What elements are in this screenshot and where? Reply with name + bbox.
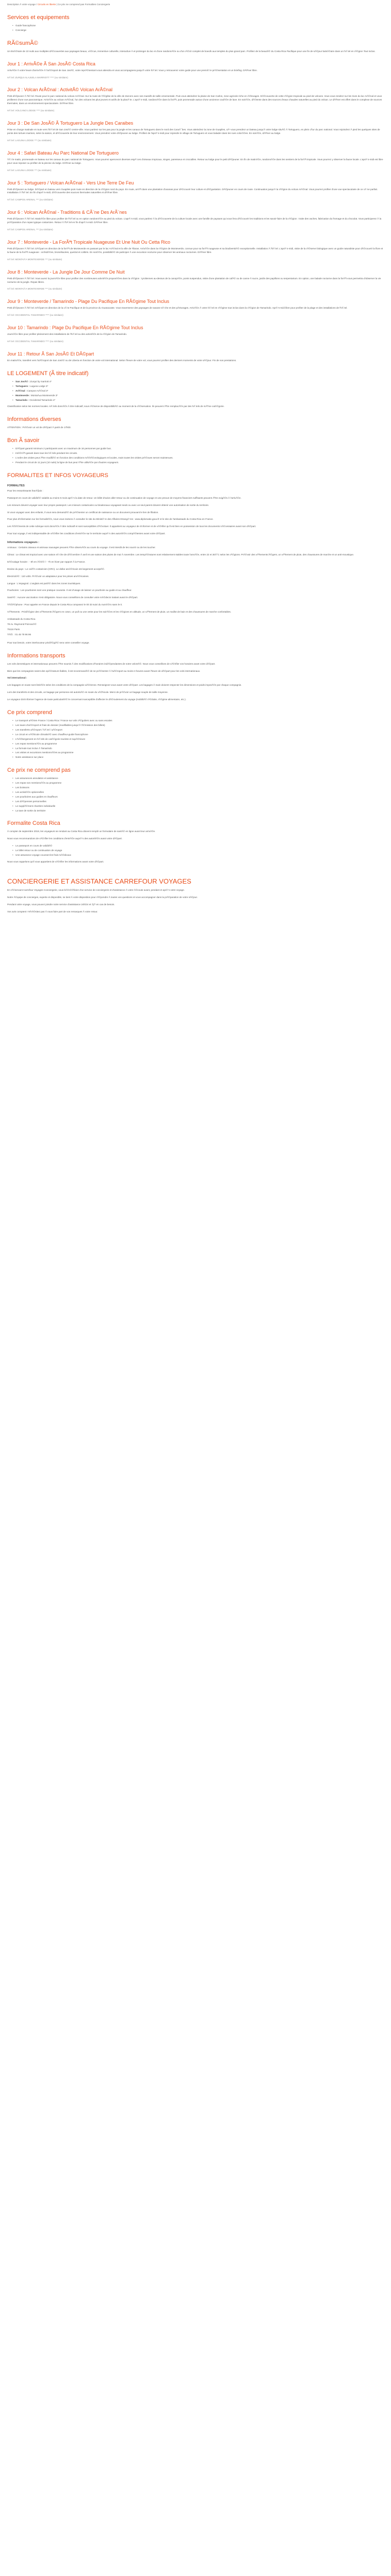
formalites-para: Les mineurs doivent voyager avec leur propre passeport. Les mineurs costaricains ou binationaux voyageant seuls ou avec un seul parent doivent obtenir une autorisation de sortie du territoire. (7, 503, 209, 506)
day-title: Jour 11 : Retour Ã San JosÃ© Et DÃ©part (7, 351, 94, 357)
day-title: Jour 6 : Volcan ArÃ©nal - Traditions & CÃ¨ne Des ArÃ¨nes (7, 210, 127, 215)
prix-comprend-item: • Le circuit en vÃ©hicule climatisÃ© avec chauffeur-guide francophone (12, 733, 384, 737)
conciergerie-para: Vos avis comptent ! N'hÃ©sitez pas Ã nous faire part de vos remarques Ã votre retour. (7, 910, 98, 913)
attention-note: ATTENTION : PrÃ©voir un vol de dÃ©part Ã partir de 17h00. (7, 426, 71, 429)
prix-comprend-item: • L'hÃ©bergement en hÃ´tels de catÃ©gorie touriste et supÃ©rieure (12, 738, 384, 741)
prix-comprend-item: • Les taxes d'aÃ©roport et frais de dossier (modifiables jusqu'Ã l'Ã©mission des billets) (12, 724, 384, 727)
hotel-city: San JosÃ© : (15, 380, 30, 383)
transports-para: Bien que les compagnies soient des opÃ©rateurs fiables, il est recommandÃ© de se prÃ©senter Ã l'aÃ©roport au moins 3 heures avant l'heure de dÃ©part pour les vols internationaux. (7, 669, 201, 672)
day-text: Petit dÃ©jeuner Ã l'hÃ´tel. MatinÃ©e libre pour profiter de l'hÃ´tel ou en option randonnÃ©e au pied du volcan. L'aprÃ¨s-midi, vous partirez Ã la dÃ©couverte de la culture locale avec une famille de paysans qui vous fera dÃ©couvrir les traditions et les savoir-faire de la rÃ©gion : traite des vaches, fabrication du fromage et du chocolat. Vous participerez Ã la prÃ©paration d'un repas typique costaricien. Retour Ã l'hÃ´tel en fin d'aprÃ¨s-midi. DÃ®ner libre. (7, 217, 382, 224)
day-hotel: HÃ´tel: MONTAÃ'A MONTEVERDE *** (ou similaire) (7, 287, 62, 291)
bon-savoir-title: Bon Ã savoir (7, 437, 40, 444)
hotel-name: Occidental Tamarindo 4* (29, 398, 56, 401)
day-text: ArrivÃ©e Ã votre heure d'arrivÃ©e Ã l'aÃ©roport de San JosÃ©, votre reprÃ©sentant vous attendra et vous accompagnera jusqu'Ã votre hÃ´tel. Vous y retrouverez votre guide pour une premiÃ¨re prÃ©sentation et un briefing. DÃ®ner libre. (7, 69, 257, 72)
ambassade-line: Ambassade du Costa Rica (7, 618, 36, 621)
day-title: Jour 8 : Monteverde - La Jungle De Jour Comme De Nuit (7, 269, 125, 275)
formalites-para: Les Ã©lÃ©ments de cette rubrique sont donnÃ©s Ã titre indicatif et sont susceptibles d'Ã©voluer. Il appartient au voyageur de s'informer et de vÃ©rifier qu'il est bien en possession de tous les documents nÃ©cessaires avant son dÃ©part. (7, 525, 256, 528)
transports-para: Les bagages en soute sont limitÃ©s selon les conditions de la compagnie aÃ©rienne. Renseignez-vous avant votre dÃ©part. Les bagages Ã main doivent respecter les dimensions et poids imposÃ©s par chaque compagnie. (7, 684, 242, 687)
prix-ne-comprend-list (7, 777, 384, 812)
info-para: ElectricitÃ© : 110 volts. PrÃ©voir un adaptateur pour les prises amÃ©ricaines. (7, 574, 89, 578)
prix-comprend-item: • Le transport aÃ©rien France / Costa Rica / France sur vols rÃ©guliers avec ou sans escales (12, 719, 384, 723)
resume-text: Un itinÃ©raire de 10 nuits aux multiples dÃ©couvertes aux paysages beaux, vÃ©cus, immersive culturelle, interactive Ã et prolonger du lac et d'une randonnÃ©e ou d'un rÃ©cit complet de boeufs aux temples du plus grand parc. Profitez de la beautÃ© du Costa Rica Pacifique pour une fin de sÃ©jour balnÃ©aire dans un hÃ´tel en rÃ©gion Tout inclus. (7, 49, 376, 53)
hotel-item (12, 380, 384, 384)
urgence-note: Pour tout besoin, votre interlocuteur privilÃ©giÃ© sera votre conseiller voyage. (7, 641, 90, 644)
prix-ne-comprend-item: • Les assurances annulation et assistance (12, 777, 384, 781)
day-text: Petit dÃ©jeuner Ã l'hÃ´tel. Vous aurez la journÃ©e libre pour profiter des nombreuses activitÃ©s proposÃ©es dans la rÃ©gion : tyroliennes au-dessus de la canopÃ©e, ponts suspendus, visite d'une plantation de cafÃ© ou de canne Ã sucre, jardin des papillons ou serpentarium. En option, une balade nocturne dans la forÃªt vous permettra d'observer la vie nocturne de la jungle. Repas libres. (7, 277, 381, 283)
prix-comprend-item: • Les repas mentionnÃ©s au programme (12, 742, 384, 746)
hotel-city: Tortuguero : (15, 384, 30, 387)
transports-para: Le voyageur doit informer l'agence de toute particularitÃ© le concernant susceptible d'affecter le dÃ©roulement du voyage (mobilitÃ© rÃ©duite, rÃ©gime alimentaire, etc.). (7, 698, 186, 701)
logement-note: Classification selon les normes locales. HÃ´tels donnÃ©s Ã titre indicatif, sous rÃ©serve de disponibilitÃ© au moment de la rÃ©servation. Ils peuvent Ãªtre remplacÃ©s par des hÃ´tels de mÃªme catÃ©gorie. (7, 405, 224, 408)
bon-savoir-item: • L'ordre des visites peut Ãªtre modifiÃ© en fonction des conditions mÃ©tÃ©orologiques et locales, mais toutes les visites prÃ©vues seront maintenues. (12, 456, 384, 460)
formalites-para: Pour tout voyage, il est indispensable de vÃ©rifier les conditions d'entrÃ©e sur le territoire auprÃ¨s des autoritÃ©s compÃ©tentes avant votre dÃ©part. (7, 532, 166, 535)
prix-ne-comprend-item: • Les repas non mentionnÃ©s au programme (12, 782, 384, 785)
ambassade-block (7, 618, 384, 637)
ambassade-line: 75116 Paris (7, 628, 20, 631)
info-para: DÃ©calage horaire : - 8h en Ã©tÃ© / - 7h en hiver par rapport Ã la France. (7, 560, 86, 563)
conciergerie-para: Pendant votre voyage, vous pouvez joindre notre service d'assistance 24h/24 et 7j/7 en cas de besoin. (7, 903, 115, 906)
hotel-name: Campos ArÃ©nal 3* (27, 389, 48, 392)
formalites-para: Si vous voyagez avec des enfants, il vous sera demandÃ© de prÃ©senter un certificat de naissance ou un document prouvant le lien de filiation. (7, 511, 159, 514)
day-title: Jour 3 : De San JosÃ© Ã Tortuguero La Jungle Des Caraibes (7, 121, 134, 126)
day-text: TÃ´t le matin, promenade en bateau sur les canaux du parc national de Tortuguero. Vous pourrez apercevoir diverses espÃ¨ces d'oiseaux tropicaux, singes, paresseux et crocodiles. Retour au lodge pour le petit dÃ©jeuner. En fin de matinÃ©e, randonnÃ©e dans les sentiers de la forÃªt tropicale. Vous pourrez y observer la faune locale. L'aprÃ¨s-midi est libre pour vous reposer ou profiter de la piscine du lodge. DÃ®ner au lodge. (7, 158, 383, 164)
day-text: Petit dÃ©jeuner Ã l'hÃ´tel. DÃ©part en direction de la forÃªt de Monteverde en passant par le lac ArÃ©nal et la ville de Tilaran. ArrivÃ©e dans la rÃ©gion de Monteverde, connue pour sa forÃªt nuageuse et sa biodiversitÃ© exceptionnelle. Installation Ã l'hÃ´tel. L'aprÃ¨s-midi, visite de la rÃ©serve biologique avec un guide naturaliste pour dÃ©couvrir la flore et la faune de la forÃªt nuageuse : orchidÃ©es, broméliacées, quetzal et colibris. En soirÃ©e, possibilitÃ© de participer Ã une excursion nocturne pour observer les animaux nocturnes. DÃ®ner libre. (7, 247, 383, 253)
formalite-rica-footer: Nous vous rappelons qu'il vous appartient de vÃ©rifier les informations avant votre dÃ©part. (7, 860, 104, 863)
breadcrumb-prefix: Description Ã votre voyage (7, 3, 36, 6)
info-voyageurs-title: Informations voyageurs : (7, 541, 39, 545)
day-text: Prise en charge matinale et route vers l'hÃ´tel de San JosÃ© centre-ville. Vous partirez sur les pas pour la jungle et les canaux de Tortuguero dans le nord des CaraÃ¯bes. Vous atteindrez la zone de Guapiles, oÃ¹ vous prendrez un bateau jusqu'Ã votre lodge situÃ© Ã Tortuguero, en plein cÅur du parc national. Vous rejoindrez Ã pied les quelques sites de ponte des tortues marines, selon la saison, et dÃ©couverte de leur environnement. Vous prendrez votre dÃ©jeuner au lodge. Profitez de l'aprÃ¨s-midi pour rejoindre le village de Tortuguero et vous balader dans les rues colorÃ©es. En soirÃ©e, dÃ®ner au lodge. (7, 128, 380, 134)
formalites-para: Pour les ressortissants franÃ§ais : (7, 489, 43, 492)
formalite-rica-list (7, 844, 384, 857)
transports-para: Les vols domestiques et internationaux peuvent Ãªtre soumis Ã des modifications d'horaires indÃ©pendantes de notre volontÃ©. Nous vous conseillons de vÃ©rifier vos horaires avant votre dÃ©part. (7, 662, 216, 665)
conciergerie-para: Notre Ã©quipe de concierges, experte et disponible, se tient Ã votre disposition pour rÃ©pondre Ã toutes vos questions et vous accompagner dans la prÃ©paration de votre sÃ©jour. (7, 895, 198, 899)
info-para: SantÃ© : Aucune vaccination n'est obligatoire. Nous vous conseillons de consulter votre mÃ©decin traitant avant le dÃ©part. (7, 596, 138, 599)
day-text: Petit dÃ©jeuner Ã l'hÃ´tel. DÃ©part en direction de la cÃ´te Pacifique et de la province du Guanacaste. Vous traverserez des paysages de savane sÃ¨che et des pÃ¢turages. ArrivÃ©e Ã votre hÃ´tel en rÃ©gime tout inclus dans la rÃ©gion de Tamarindo. AprÃ¨s-midi libre pour profiter de la plage et des installations de l'hÃ´tel. (7, 307, 348, 310)
formalite-rica-title: Formalite Costa Rica (7, 820, 60, 827)
day-text: Petit dÃ©jeuner au lodge. DÃ©part en bateau vers Guapiles puis route en direction de la rÃ©gion nord du pays. En route, arrÃªt dans une plantation d'ananas pour dÃ©couvrir leur culture et dÃ©gustation. DÃ©jeuner en cours de route. Continuation jusqu'Ã la rÃ©gion du volcan ArÃ©nal. Vous pourrez profiter d'une vue spectaculaire de ce cÃ´ne parfait. Installation Ã l'hÃ´tel. En fin d'aprÃ¨s-midi, dÃ©couverte des sources thermales naturelles et dÃ®ner libre. (7, 188, 378, 194)
breadcrumb-suffix: | Ce prix ne comprend pas Formalites Conciergerie (56, 3, 110, 6)
day-hotel: HÃ´tel: OCCIDENTAL TAMARINDO **** (ou similaire) (7, 314, 63, 317)
formalite-rica-para: Nous vous recommandons de vÃ©rifier les conditions d'entrÃ©e auprÃ¨s des autoritÃ©s avant votre dÃ©part. (7, 837, 123, 840)
day-title: Jour 2 : Volcan ArÃ©nal : ActivitÃ© Volcan ArÃ©nal (7, 87, 112, 93)
day-text: Petit dÃ©jeuner Ã l'hÃ´tel. Route pour le parc national du volcan ArÃ©nal. Sur la route de l'Ã©glise de la ville de Zarcero avec ses massifs de taille ornementale. Puis vous atteindrez la plaine de San Carlos, zone agricole riche en Ã©levages. DÃ©couverte de cette rÃ©gion tropicale au pied de volcans. Vous vous rendrez sur les rives du lac ArÃ©nal et vous profiterez d'une vue panoramique. ArrivÃ©e au volcan ArÃ©nal, l'un des volcans les plus jeunes et actifs de la planÃ¨te. L'aprÃ¨s-midi, randonnÃ©e dans la forÃªt, puis promenade autour d'une ancienne coulÃ©e de lave. En soirÃ©e, dÃ©tente dans des sources d'eaux chaudes naturelles au pied du volcan. Le dÃ®ner est offert dans le complexe de sources thermales, dans un environnement spectaculaire. DÃ®ner libre. (7, 95, 382, 105)
ambassade-line: 78 Av. Raymond PoincarÃ© (7, 623, 37, 625)
hotel-city: ArÃ©nal : (15, 389, 27, 392)
info-para: Pourboires : Les pourboires sont une pratique courante. Il est d'usage de laisser un pourboire au guide et au chauffeur. (7, 589, 132, 592)
hotel-name: Zurqui by marriott 4* (30, 380, 52, 383)
transports-para: Lors des transferts et des circuits, un bagage par personne est autorisÃ© en soute du vÃ©hicule. Merci de prÃ©voir un bagage souple de taille moyenne. (7, 691, 168, 694)
day-hotel: HÃ´tel: ZURQUI ALAJUELA MARRIOTT **** (ou similaire) (7, 76, 68, 79)
conciergerie-para: En rÃ©servant Carrefour Voyages Conciergerie, vous bÃ©nÃ©ficiez d'un service de conciergerie et d'assistance Ã votre Ã©coute avant, pendant et aprÃ¨s votre voyage. (7, 888, 185, 891)
day-title: Jour 7 : Monteverde - La ForÃªt Tropicale Nuageuse Et Une Nuit Ou Cetta Rico (7, 239, 170, 245)
info-para: Devise du pays : Le colÃ³n costaricien (CRC). Le dollar amÃ©ricain est largement acceptÃ©. (7, 567, 105, 570)
prix-ne-comprend-item: • Les activitÃ©s optionnelles (12, 791, 384, 794)
formalites-subtitle: FORMALITES (7, 484, 25, 487)
service-label: Concierge (15, 28, 26, 31)
prix-comprend-item: • Notre assistance sur place (12, 756, 384, 759)
service-label: Guide francophone (15, 24, 36, 27)
breadcrumb: Description Ã votre voyage / Circuits en liberte | Ce prix ne comprend pas Formalites Conciergerie (7, 3, 110, 6)
day-title: Jour 9 : Monteverde / Tamarindo - Plage Du Pacifique En RÃ©gime Tout Inclus (7, 299, 169, 304)
prix-ne-comprend-item: • Les pourboires aux guides et chauffeurs (12, 795, 384, 799)
day-title: Jour 4 : Safari Bateau Au Parc National De Tortuguero (7, 150, 119, 156)
info-para: TÃ©lÃ©phone : Pour appeler en France depuis le Costa Rica composez le 00 33 suivi du numÃ©ro sans le 0. (7, 603, 123, 606)
prix-comprend-item: • Les transferts aÃ©roport / hÃ´tel / aÃ©roport (12, 728, 384, 732)
day-hotel: HÃ´tel: VOLCANO LODGE **** (ou similaire) (7, 109, 55, 112)
day-hotel: HÃ´tel: CAMPOS ARENAL *** (ou similaire) (7, 198, 53, 201)
service-item (12, 29, 384, 32)
day-hotel: HÃ´tel: LAGUNA LODGE *** (ou similaire) (7, 168, 52, 172)
infos-diverses-title: Informations diverses (7, 416, 61, 423)
day-text: JournÃ©e libre pour profiter pleinement des installations de l'hÃ´tel ou des activitÃ©s de la rÃ©gion de Tamarindo. (7, 333, 127, 336)
hotel-item (12, 385, 384, 388)
formalite-rica-item: • Le passeport en cours de validitÃ© (12, 844, 384, 848)
day-title: Jour 10 : Tamarindo : Plage Du Pacifique En RÃ©gime Tout Inclus (7, 325, 143, 331)
info-para: Langue : L'espagnol. L'anglais est parlÃ© dans les zones touristiques. (7, 582, 81, 585)
formalites-para: Pour plus d'information sur les formalitÃ©s, nous vous invitons Ã consulter le site du MinistÃ¨re des Affaires EtrangÃ¨res : www.diplomatie.gouv.fr et le site de l'ambassade du Costa Rica en France. (7, 518, 214, 521)
hotel-name: Laguna Lodge 3* (30, 384, 48, 387)
breadcrumb-link[interactable]: Circuits en liberte (37, 3, 56, 6)
hotel-city: Tamarindo : (15, 398, 30, 401)
formalites-title: FORMALITES ET INFOS VOYAGEURS (7, 472, 108, 479)
prix-comprend-list (7, 719, 384, 759)
bon-savoir-item: • DÃ©part garanti minimum 2 participants avec un maximum de 16 personnes par guide bus. (12, 447, 384, 451)
formalite-rica-item: • Le billet retour ou de continuation de voyage (12, 849, 384, 853)
logement-title: LE LOGEMENT (Ã titre indicatif) (7, 370, 89, 377)
hotel-list (7, 380, 384, 402)
services-list (7, 24, 384, 32)
day-title: Jour 1 : ArrivÃ©e Ã San JosÃ© Costa Rica (7, 61, 95, 66)
ambassade-line: TÃ©l. : 01 45 78 96 96 (7, 633, 31, 636)
day-hotel: HÃ´tel: CAMPOS ARENAL *** (ou similaire) (7, 228, 53, 231)
formalites-para: Passeport en cours de validitÃ© valable au moins 6 mois aprÃ¨s la date de retour. Un billet d'avion aller-retour ou de continuation de voyage et une preuve de moyens financiers suffisants peuvent Ãªtre exigÃ©s Ã l'arrivÃ©e. (7, 496, 241, 499)
prix-ne-comprend-title: Ce prix ne comprend pas (7, 767, 71, 774)
day-hotel: HÃ´tel: OCCIDENTAL TAMARINDO **** (ou similaire) (7, 340, 63, 343)
transports-subtitle: Vol international : (7, 676, 27, 680)
prix-comprend-item: • Les visites et excursions mentionnÃ©es au programme (12, 751, 384, 755)
formalite-rica-item: • Une assurance voyage couvrant les frais mÃ©dicaux (12, 854, 384, 857)
prix-ne-comprend-item: • La taxe de sortie du territoire (12, 809, 384, 813)
info-para: Climat : Le climat est tropical avec une saison sÃ¨che de dÃ©cembre Ã avril et une saison des pluies de mai Ã novembre. Les tempÃ©ratures sont relativement stables toute l'annÃ©e, entre 22 et 30Â°C selon les rÃ©gions. PrÃ©voir des vÃªtements lÃ©gers, un vÃªtement de pluie, des chaussures de marche et un anti-moustique. (7, 553, 354, 556)
page (7, 0, 384, 927)
transports-title: Informations transports (7, 652, 66, 659)
prix-ne-comprend-item: • Le supplÃ©ment chambre individuelle (12, 805, 384, 808)
prix-comprend-item: • La formule tout inclus Ã Tamarindo (12, 747, 384, 751)
info-para: Animaux : Certains oiseaux et animaux sauvages peuvent Ãªtre observÃ©s au cours du voyage. Il est interdit de les nourrir ou de les toucher. (7, 546, 156, 549)
resume-title: RÃ©sumÃ© (7, 40, 38, 46)
bon-savoir-item: • Pendant le circuit de 11 jours (10 nuits) la ligne de bus peut Ãªtre utilisÃ©e par d'autres voyageurs. (12, 461, 384, 465)
bon-savoir-item: • IntÃ©rÃªt garanti dans tous les hÃ´tels pendant les circuits. (12, 452, 384, 455)
day-hotel: HÃ´tel: MONTAÃ'A MONTEVERDE *** (ou similaire) (7, 258, 62, 261)
itinerary (7, 61, 384, 363)
hotel-item (12, 389, 384, 393)
hotel-item (12, 394, 384, 398)
hotel-item (12, 399, 384, 402)
hotel-city: Monteverde : (15, 394, 31, 397)
info-para: VÃªtements : PrivilÃ©giez des vÃªtements lÃ©gers en coton, un pull ou une veste pour les soirÃ©es et les rÃ©gions en altitude, un vÃªtement de pluie, un maillot de bain et des chaussures de marche confortables. (7, 611, 232, 614)
conciergerie-title: CONCIERGERIE ET ASSISTANCE CARREFOUR VOYAGES (7, 877, 191, 885)
day-title: Jour 5 : Tortuguero / Volcan ArÃ©nal - Vers Une Terre De Feu (7, 180, 134, 185)
day-text: En matinÃ©e, transfert vers l'aÃ©roport de San JosÃ© ou de Liberia en fonction de votre vol international. Selon l'heure de votre vol, vous pourrez profiter des derniers moments de votre sÃ©jour. Fin de nos prestations. (7, 359, 237, 362)
formalite-rica-para: Ã compter de septembre 2019, les voyageurs se rendant au Costa Rica doivent remplir un formulaire de santÃ© en ligne avant leur arrivÃ©e. (7, 830, 156, 833)
day-hotel: HÃ´tel: LAGUNA LODGE *** (ou similaire) (7, 139, 52, 142)
bon-savoir-list (7, 447, 384, 465)
prix-comprend-title: Ce prix comprend (7, 709, 52, 716)
service-item (12, 24, 384, 28)
services-title: Services et equipements (7, 14, 70, 21)
prix-ne-comprend-item: • Les dÃ©penses personnelles (12, 800, 384, 804)
hotel-name: MontaÃ±a Monteverde 3* (30, 394, 58, 397)
prix-ne-comprend-item: • Les boissons (12, 786, 384, 790)
